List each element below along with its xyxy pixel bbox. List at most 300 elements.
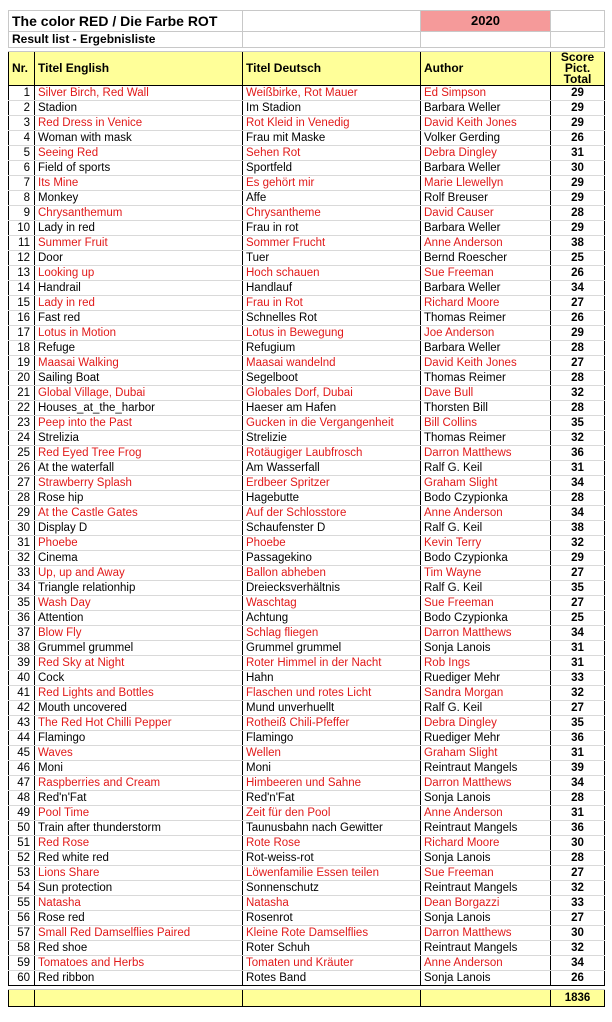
score-value: 28 xyxy=(551,206,605,221)
row-number: 1 xyxy=(9,86,35,101)
title-deutsch: Tuer xyxy=(243,251,421,266)
score-value: 38 xyxy=(551,236,605,251)
title-english: Red ribbon xyxy=(35,971,243,986)
score-value: 34 xyxy=(551,956,605,971)
score-value: 30 xyxy=(551,926,605,941)
table-row xyxy=(9,701,605,716)
score-value: 34 xyxy=(551,281,605,296)
row-number: 2 xyxy=(9,101,35,116)
score-value: 39 xyxy=(551,761,605,776)
row-number: 56 xyxy=(9,911,35,926)
author-name: David Causer xyxy=(421,206,551,221)
title-deutsch: Haeser am Hafen xyxy=(243,401,421,416)
row-number: 48 xyxy=(9,791,35,806)
author-name: Joe Anderson xyxy=(421,326,551,341)
title-deutsch: Sehen Rot xyxy=(243,146,421,161)
title-deutsch: Flamingo xyxy=(243,731,421,746)
title-english: Phoebe xyxy=(35,536,243,551)
title-english: Maasai Walking xyxy=(35,356,243,371)
empty-cell xyxy=(9,990,35,1007)
author-name: Sonja Lanois xyxy=(421,641,551,656)
title-english: Summer Fruit xyxy=(35,236,243,251)
table-row xyxy=(9,671,605,686)
row-number: 42 xyxy=(9,701,35,716)
table-row xyxy=(9,491,605,506)
title-english: Chrysanthemum xyxy=(35,206,243,221)
title-deutsch: Achtung xyxy=(243,611,421,626)
author-name: Reintraut Mangels xyxy=(421,881,551,896)
empty-cell xyxy=(551,11,605,32)
title-english: Grummel grummel xyxy=(35,641,243,656)
author-name: Sonja Lanois xyxy=(421,911,551,926)
author-name: Barbara Weller xyxy=(421,281,551,296)
score-value: 31 xyxy=(551,641,605,656)
title-english: Red Sky at Night xyxy=(35,656,243,671)
title-english: At the Castle Gates xyxy=(35,506,243,521)
row-number: 50 xyxy=(9,821,35,836)
row-number: 36 xyxy=(9,611,35,626)
title-deutsch: Maasai wandelnd xyxy=(243,356,421,371)
title-english: Red Dress in Venice xyxy=(35,116,243,131)
row-number: 43 xyxy=(9,716,35,731)
title-deutsch: Waschtag xyxy=(243,596,421,611)
author-name: Ruediger Mehr xyxy=(421,671,551,686)
row-number: 55 xyxy=(9,896,35,911)
title-english: Raspberries and Cream xyxy=(35,776,243,791)
author-name: Anne Anderson xyxy=(421,956,551,971)
row-number: 49 xyxy=(9,806,35,821)
row-number: 18 xyxy=(9,341,35,356)
row-number: 58 xyxy=(9,941,35,956)
title-english: At the waterfall xyxy=(35,461,243,476)
author-name: Barbara Weller xyxy=(421,101,551,116)
empty-cell xyxy=(243,990,421,1007)
title-deutsch: Sportfeld xyxy=(243,161,421,176)
title-english: Triangle relationhip xyxy=(35,581,243,596)
title-deutsch: Wellen xyxy=(243,746,421,761)
title-english: Red Rose xyxy=(35,836,243,851)
row-number: 16 xyxy=(9,311,35,326)
title-english: Flamingo xyxy=(35,731,243,746)
table-row xyxy=(9,521,605,536)
table-row xyxy=(9,566,605,581)
title-deutsch: Roter Himmel in der Nacht xyxy=(243,656,421,671)
row-number: 31 xyxy=(9,536,35,551)
author-name: Anne Anderson xyxy=(421,506,551,521)
title-deutsch: Passagekino xyxy=(243,551,421,566)
title-deutsch: Hahn xyxy=(243,671,421,686)
table-row xyxy=(9,611,605,626)
title-english: Field of sports xyxy=(35,161,243,176)
table-row xyxy=(9,911,605,926)
title-english: Lions Share xyxy=(35,866,243,881)
author-name: Bodo Czypionka xyxy=(421,551,551,566)
row-number: 38 xyxy=(9,641,35,656)
table-row xyxy=(9,806,605,821)
row-number: 22 xyxy=(9,401,35,416)
score-value: 35 xyxy=(551,716,605,731)
score-value: 28 xyxy=(551,491,605,506)
table-row xyxy=(9,281,605,296)
title-english: Mouth uncovered xyxy=(35,701,243,716)
author-name: David Keith Jones xyxy=(421,356,551,371)
author-name: Darron Matthews xyxy=(421,626,551,641)
title-deutsch: Chrysantheme xyxy=(243,206,421,221)
score-value: 27 xyxy=(551,866,605,881)
row-number: 13 xyxy=(9,266,35,281)
title-english: Refuge xyxy=(35,341,243,356)
title-deutsch: Lotus in Bewegung xyxy=(243,326,421,341)
title-deutsch: Flaschen und rotes Licht xyxy=(243,686,421,701)
score-value: 28 xyxy=(551,791,605,806)
author-name: Barbara Weller xyxy=(421,161,551,176)
score-value: 32 xyxy=(551,686,605,701)
author-name: Graham Slight xyxy=(421,746,551,761)
author-name: Volker Gerding xyxy=(421,131,551,146)
table-row xyxy=(9,686,605,701)
empty-cell xyxy=(243,11,421,32)
title-deutsch: Es gehört mir xyxy=(243,176,421,191)
table-row xyxy=(9,371,605,386)
table-row xyxy=(9,161,605,176)
table-row xyxy=(9,416,605,431)
author-name: Ralf G. Keil xyxy=(421,701,551,716)
row-number: 11 xyxy=(9,236,35,251)
author-name: Sue Freeman xyxy=(421,266,551,281)
row-number: 14 xyxy=(9,281,35,296)
score-value: 36 xyxy=(551,821,605,836)
score-value: 36 xyxy=(551,446,605,461)
table-row xyxy=(9,386,605,401)
table-row xyxy=(9,296,605,311)
score-value: 33 xyxy=(551,896,605,911)
score-value: 27 xyxy=(551,356,605,371)
author-name: Debra Dingley xyxy=(421,716,551,731)
header-english: Titel English xyxy=(35,52,243,86)
header-author: Author xyxy=(421,52,551,86)
title-row xyxy=(9,11,605,32)
title-english: Small Red Damselflies Paired xyxy=(35,926,243,941)
table-row xyxy=(9,266,605,281)
score-value: 25 xyxy=(551,251,605,266)
title-english: Blow Fly xyxy=(35,626,243,641)
row-number: 33 xyxy=(9,566,35,581)
row-number: 52 xyxy=(9,851,35,866)
table-row xyxy=(9,776,605,791)
table-row xyxy=(9,716,605,731)
score-value: 35 xyxy=(551,416,605,431)
author-name: Reintraut Mangels xyxy=(421,761,551,776)
title-deutsch: Hoch schauen xyxy=(243,266,421,281)
table-row xyxy=(9,581,605,596)
author-name: Sonja Lanois xyxy=(421,971,551,986)
table-row xyxy=(9,926,605,941)
score-value: 32 xyxy=(551,536,605,551)
table-row xyxy=(9,446,605,461)
title-english: Moni xyxy=(35,761,243,776)
score-value: 34 xyxy=(551,626,605,641)
title-english: Door xyxy=(35,251,243,266)
author-name: Sonja Lanois xyxy=(421,851,551,866)
title-deutsch: Red'n'Fat xyxy=(243,791,421,806)
table-row xyxy=(9,851,605,866)
author-name: Darron Matthews xyxy=(421,446,551,461)
table-row xyxy=(9,536,605,551)
table-row xyxy=(9,596,605,611)
author-name: Ralf G. Keil xyxy=(421,521,551,536)
author-name: Darron Matthews xyxy=(421,926,551,941)
title-english: Cock xyxy=(35,671,243,686)
score-value: 38 xyxy=(551,521,605,536)
row-number: 37 xyxy=(9,626,35,641)
row-number: 10 xyxy=(9,221,35,236)
author-name: Ralf G. Keil xyxy=(421,461,551,476)
row-number: 28 xyxy=(9,491,35,506)
author-name: Tim Wayne xyxy=(421,566,551,581)
title-english: Cinema xyxy=(35,551,243,566)
score-value: 27 xyxy=(551,596,605,611)
score-value: 26 xyxy=(551,971,605,986)
title-deutsch: Roter Schuh xyxy=(243,941,421,956)
score-value: 31 xyxy=(551,806,605,821)
title-english: Stadion xyxy=(35,101,243,116)
title-deutsch: Sonnenschutz xyxy=(243,881,421,896)
table-row xyxy=(9,971,605,986)
table-row xyxy=(9,956,605,971)
score-value: 31 xyxy=(551,746,605,761)
table-row xyxy=(9,431,605,446)
title-english: Fast red xyxy=(35,311,243,326)
table-row xyxy=(9,326,605,341)
row-number: 26 xyxy=(9,461,35,476)
author-name: Sandra Morgan xyxy=(421,686,551,701)
table-row xyxy=(9,251,605,266)
score-value: 30 xyxy=(551,161,605,176)
author-name: Thomas Reimer xyxy=(421,371,551,386)
title-deutsch: Moni xyxy=(243,761,421,776)
row-number: 25 xyxy=(9,446,35,461)
author-name: Richard Moore xyxy=(421,836,551,851)
row-number: 9 xyxy=(9,206,35,221)
table-row xyxy=(9,176,605,191)
row-number: 20 xyxy=(9,371,35,386)
table-row xyxy=(9,626,605,641)
title-english: Waves xyxy=(35,746,243,761)
title-english: Strawberry Splash xyxy=(35,476,243,491)
row-number: 15 xyxy=(9,296,35,311)
table-row xyxy=(9,551,605,566)
title-english: Houses_at_the_harbor xyxy=(35,401,243,416)
author-name: Sue Freeman xyxy=(421,866,551,881)
row-number: 46 xyxy=(9,761,35,776)
title-deutsch: Schlag fliegen xyxy=(243,626,421,641)
row-number: 54 xyxy=(9,881,35,896)
author-name: Bodo Czypionka xyxy=(421,491,551,506)
empty-cell xyxy=(551,32,605,48)
title-deutsch: Himbeeren und Sahne xyxy=(243,776,421,791)
title-english: Red Eyed Tree Frog xyxy=(35,446,243,461)
score-value: 29 xyxy=(551,191,605,206)
score-value: 34 xyxy=(551,776,605,791)
row-number: 57 xyxy=(9,926,35,941)
score-value: 28 xyxy=(551,851,605,866)
score-value: 32 xyxy=(551,941,605,956)
header-deutsch: Titel Deutsch xyxy=(243,52,421,86)
row-number: 29 xyxy=(9,506,35,521)
score-value: 27 xyxy=(551,566,605,581)
title-deutsch: Refugium xyxy=(243,341,421,356)
score-value: 31 xyxy=(551,146,605,161)
author-name: Graham Slight xyxy=(421,476,551,491)
score-value: 28 xyxy=(551,401,605,416)
score-value: 29 xyxy=(551,86,605,101)
table-row xyxy=(9,221,605,236)
table-row xyxy=(9,356,605,371)
row-number: 7 xyxy=(9,176,35,191)
author-name: Ralf G. Keil xyxy=(421,581,551,596)
row-number: 47 xyxy=(9,776,35,791)
author-name: Reintraut Mangels xyxy=(421,941,551,956)
title-deutsch: Rosenrot xyxy=(243,911,421,926)
table-row xyxy=(9,896,605,911)
title-english: Up, up and Away xyxy=(35,566,243,581)
author-name: Richard Moore xyxy=(421,296,551,311)
score-value: 29 xyxy=(551,221,605,236)
empty-cell xyxy=(35,990,243,1007)
score-value: 26 xyxy=(551,266,605,281)
title-english: Seeing Red xyxy=(35,146,243,161)
title-deutsch: Grummel grummel xyxy=(243,641,421,656)
sheet-subtitle: Result list - Ergebnisliste xyxy=(9,32,243,48)
author-name: David Keith Jones xyxy=(421,116,551,131)
title-english: Silver Birch, Red Wall xyxy=(35,86,243,101)
row-number: 23 xyxy=(9,416,35,431)
row-number: 45 xyxy=(9,746,35,761)
title-english: Wash Day xyxy=(35,596,243,611)
result-sheet xyxy=(8,10,604,1007)
author-name: Bill Collins xyxy=(421,416,551,431)
row-number: 24 xyxy=(9,431,35,446)
title-deutsch: Segelboot xyxy=(243,371,421,386)
row-number: 34 xyxy=(9,581,35,596)
table-row xyxy=(9,746,605,761)
author-name: Rob Ings xyxy=(421,656,551,671)
title-english: The Red Hot Chilli Pepper xyxy=(35,716,243,731)
title-deutsch: Gucken in die Vergangenheit xyxy=(243,416,421,431)
title-english: Red'n'Fat xyxy=(35,791,243,806)
row-number: 3 xyxy=(9,116,35,131)
row-number: 39 xyxy=(9,656,35,671)
empty-cell xyxy=(421,32,551,48)
table-row xyxy=(9,731,605,746)
row-number: 35 xyxy=(9,596,35,611)
title-deutsch: Zeit für den Pool xyxy=(243,806,421,821)
title-deutsch: Natasha xyxy=(243,896,421,911)
author-name: Barbara Weller xyxy=(421,221,551,236)
row-number: 17 xyxy=(9,326,35,341)
score-value: 36 xyxy=(551,731,605,746)
row-number: 53 xyxy=(9,866,35,881)
author-name: Anne Anderson xyxy=(421,236,551,251)
title-english: Red white red xyxy=(35,851,243,866)
row-number: 30 xyxy=(9,521,35,536)
title-english: Tomatoes and Herbs xyxy=(35,956,243,971)
year-badge: 2020 xyxy=(421,11,551,32)
title-deutsch: Schaufenster D xyxy=(243,521,421,536)
row-number: 44 xyxy=(9,731,35,746)
title-english: Pool Time xyxy=(35,806,243,821)
title-english: Rose red xyxy=(35,911,243,926)
table-row xyxy=(9,206,605,221)
total-score: 1836 xyxy=(551,990,605,1007)
author-name: Sonja Lanois xyxy=(421,791,551,806)
subtitle-row xyxy=(9,32,605,48)
author-name: Thomas Reimer xyxy=(421,431,551,446)
title-deutsch: Im Stadion xyxy=(243,101,421,116)
score-value: 31 xyxy=(551,656,605,671)
title-english: Handrail xyxy=(35,281,243,296)
title-deutsch: Frau mit Maske xyxy=(243,131,421,146)
sheet-title: The color RED / Die Farbe ROT xyxy=(9,11,243,32)
table-row xyxy=(9,461,605,476)
score-value: 32 xyxy=(551,881,605,896)
table-row xyxy=(9,821,605,836)
title-deutsch: Rotheiß Chili-Pfeffer xyxy=(243,716,421,731)
score-value: 29 xyxy=(551,101,605,116)
row-number: 6 xyxy=(9,161,35,176)
title-english: Train after thunderstorm xyxy=(35,821,243,836)
title-deutsch: Rot Kleid in Venedig xyxy=(243,116,421,131)
title-english: Natasha xyxy=(35,896,243,911)
table-row xyxy=(9,656,605,671)
score-value: 34 xyxy=(551,506,605,521)
table-row xyxy=(9,311,605,326)
title-english: Sailing Boat xyxy=(35,371,243,386)
row-number: 8 xyxy=(9,191,35,206)
score-value: 35 xyxy=(551,581,605,596)
title-deutsch: Kleine Rote Damselflies xyxy=(243,926,421,941)
table-row xyxy=(9,146,605,161)
table-row xyxy=(9,86,605,101)
empty-cell xyxy=(421,990,551,1007)
title-deutsch: Rot-weiss-rot xyxy=(243,851,421,866)
table-row xyxy=(9,236,605,251)
title-deutsch: Rote Rose xyxy=(243,836,421,851)
title-deutsch: Dreiecksverhältnis xyxy=(243,581,421,596)
title-english: Looking up xyxy=(35,266,243,281)
score-value: 28 xyxy=(551,341,605,356)
table-row xyxy=(9,881,605,896)
title-english: Global Village, Dubai xyxy=(35,386,243,401)
title-deutsch: Phoebe xyxy=(243,536,421,551)
author-name: Anne Anderson xyxy=(421,806,551,821)
title-english: Red Lights and Bottles xyxy=(35,686,243,701)
title-english: Display D xyxy=(35,521,243,536)
table-row xyxy=(9,836,605,851)
author-name: Bodo Czypionka xyxy=(421,611,551,626)
title-english: Woman with mask xyxy=(35,131,243,146)
score-value: 27 xyxy=(551,296,605,311)
table-row xyxy=(9,866,605,881)
title-deutsch: Löwenfamilie Essen teilen xyxy=(243,866,421,881)
title-deutsch: Tomaten und Kräuter xyxy=(243,956,421,971)
author-name: Thorsten Bill xyxy=(421,401,551,416)
score-value: 31 xyxy=(551,461,605,476)
title-deutsch: Auf der Schlosstore xyxy=(243,506,421,521)
row-number: 60 xyxy=(9,971,35,986)
score-value: 32 xyxy=(551,431,605,446)
title-deutsch: Sommer Frucht xyxy=(243,236,421,251)
